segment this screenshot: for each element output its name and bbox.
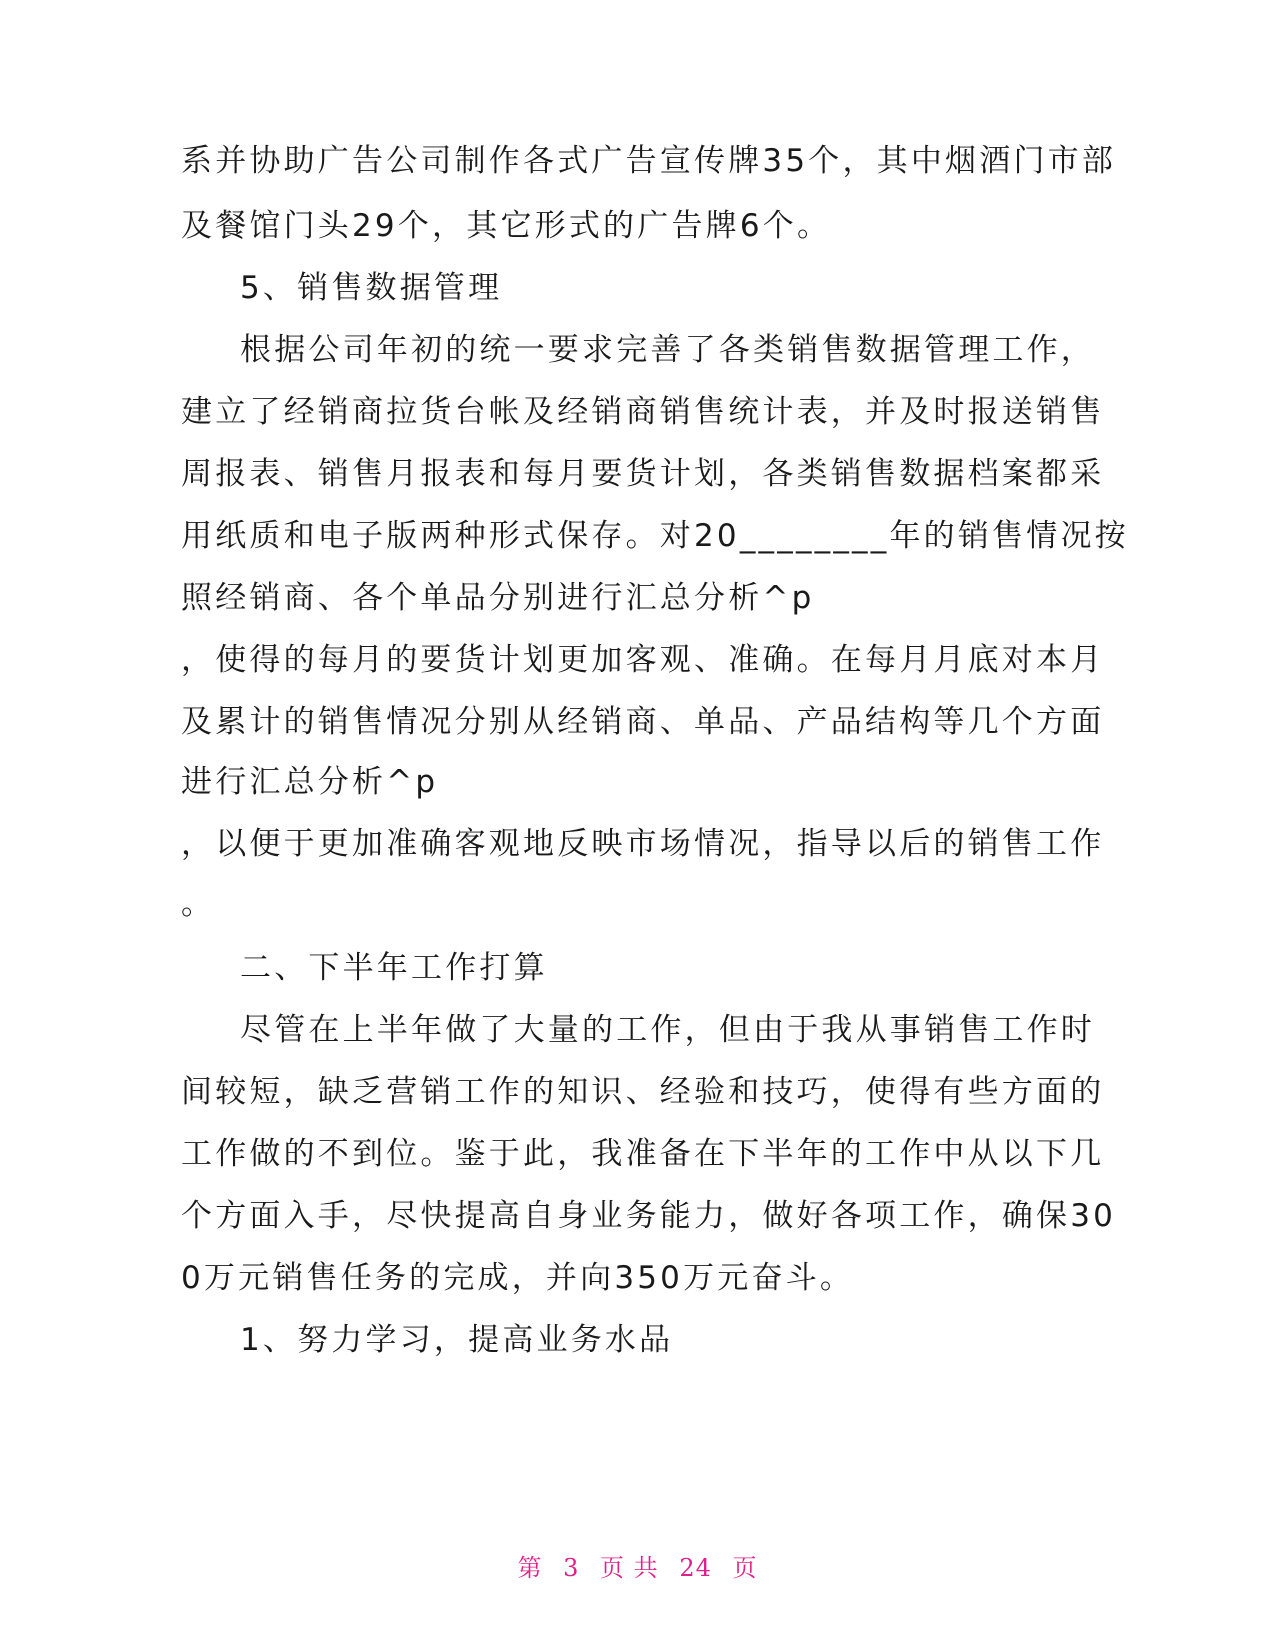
footer-page-number: 3 [563, 1554, 580, 1582]
section-heading: 二、下半年工作打算 [240, 950, 548, 986]
body-line: 及餐馆门头29个，其它形式的广告牌6个。 [181, 208, 832, 244]
body-line: ，以便于更加准确客观地反映市场情况，指导以后的销售工作 [181, 826, 1105, 862]
body-line: 周报表、销售月报表和每月要货计划，各类销售数据档案都采 [181, 456, 1105, 492]
body-line: ，使得的每月的要货计划更加客观、准确。在每月月底对本月 [181, 642, 1105, 678]
body-line: 间较短，缺乏营销工作的知识、经验和技巧，使得有些方面的 [181, 1074, 1105, 1110]
body-line: 用纸质和电子版两种形式保存。对20________年的销售情况按 [181, 518, 1129, 554]
footer-total-pages: 24 [679, 1554, 712, 1582]
paragraph-start: 根据公司年初的统一要求完善了各类销售数据管理工作， [240, 332, 1095, 368]
footer-suffix: 页 [732, 1554, 758, 1582]
body-line: 进行汇总分析^p [181, 764, 439, 800]
body-line: 系并协助广告公司制作各式广告宣传牌35个，其中烟酒门市部 [181, 143, 1117, 179]
footer-middle: 页 共 [600, 1554, 659, 1582]
body-line: 及累计的销售情况分别从经销商、单品、产品结构等几个方面 [181, 704, 1105, 740]
body-line: 工作做的不到位。鉴于此，我准备在下半年的工作中从以下几 [181, 1136, 1105, 1172]
body-line: 个方面入手，尽快提高自身业务能力，做好各项工作，确保30 [181, 1198, 1117, 1234]
paragraph-start: 尽管在上半年做了大量的工作，但由于我从事销售工作时 [240, 1012, 1095, 1048]
page-footer [0, 1548, 1275, 1583]
body-line: 。 [181, 886, 216, 922]
section-heading: 1、努力学习，提高业务水品 [240, 1322, 674, 1358]
body-line: 0万元销售任务的完成，并向350万元奋斗。 [181, 1260, 855, 1296]
body-line: 照经销商、各个单品分别进行汇总分析^p [181, 580, 815, 616]
body-line: 建立了经销商拉货台帐及经销商销售统计表，并及时报送销售 [181, 394, 1105, 430]
footer-prefix: 第 [517, 1554, 543, 1582]
section-heading: 5、销售数据管理 [240, 270, 503, 306]
